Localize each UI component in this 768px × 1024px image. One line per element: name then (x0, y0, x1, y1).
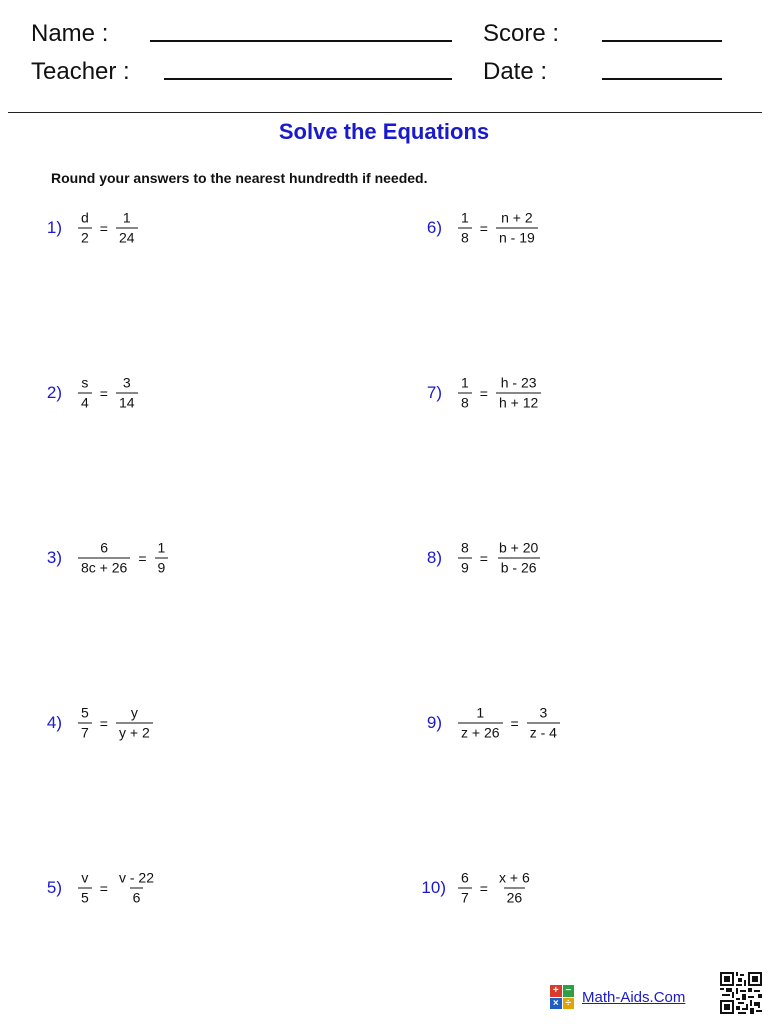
lhs-numerator: 1 (461, 209, 469, 226)
lhs-denominator: 2 (78, 228, 92, 246)
rhs-fraction (496, 376, 541, 411)
problem-1 (40, 208, 340, 248)
rhs-numerator: x + 6 (498, 869, 530, 886)
rhs-denominator: 14 (116, 393, 138, 411)
rhs-numerator: 1 (157, 539, 166, 556)
header-divider (8, 112, 762, 113)
problem-number: 10) (421, 878, 446, 897)
equals-sign: = (99, 220, 108, 236)
worksheet-title: Solve the Equations (278, 119, 490, 144)
equals-sign: = (479, 550, 488, 566)
lhs-fraction (458, 706, 503, 741)
lhs-fraction (78, 376, 92, 411)
rhs-denominator: 24 (116, 228, 138, 246)
logo-divide: ÷ (563, 998, 575, 1010)
score-label: Score : (483, 20, 560, 47)
brand[interactable] (550, 985, 685, 1009)
equation (458, 376, 541, 411)
equals-sign: = (510, 715, 519, 731)
rhs-denominator: 6 (130, 888, 144, 906)
problem-10 (420, 868, 720, 908)
lhs-fraction (78, 211, 92, 246)
rhs-denominator: y + 2 (116, 723, 153, 741)
lhs-numerator: 1 (476, 704, 485, 721)
rhs-denominator: 26 (504, 888, 526, 906)
rhs-numerator: b + 20 (498, 539, 539, 556)
date-line[interactable] (602, 78, 722, 80)
problem-3 (40, 538, 340, 578)
problem-number: 8) (426, 548, 442, 567)
teacher-line[interactable] (164, 78, 452, 80)
rhs-numerator: v - 22 (118, 869, 154, 886)
rhs-fraction (496, 211, 538, 246)
problem-8 (420, 538, 720, 578)
equals-sign: = (99, 880, 108, 896)
lhs-fraction (78, 871, 92, 906)
lhs-denominator: 9 (458, 558, 472, 576)
rhs-fraction (527, 706, 560, 741)
lhs-denominator: 7 (458, 888, 472, 906)
equation (78, 706, 153, 741)
problem-number: 2) (46, 383, 62, 402)
lhs-numerator: v (81, 869, 89, 886)
name-line[interactable] (150, 40, 452, 42)
lhs-numerator: 1 (461, 374, 469, 391)
lhs-numerator: 6 (461, 869, 469, 886)
problem-9 (420, 703, 720, 743)
lhs-numerator: 5 (81, 704, 89, 721)
problem-number: 5) (46, 878, 62, 897)
lhs-denominator: 7 (78, 723, 92, 741)
logo-minus: − (563, 985, 575, 997)
lhs-denominator: z + 26 (458, 723, 503, 741)
rhs-denominator: n - 19 (496, 228, 538, 246)
rhs-fraction (155, 541, 169, 576)
problem-5 (40, 868, 340, 908)
logo-plus: + (550, 985, 562, 997)
equation (458, 541, 541, 576)
problem-number: 3) (46, 548, 62, 567)
equation (458, 211, 538, 246)
lhs-denominator: 8 (458, 393, 472, 411)
qr-code-icon (720, 972, 762, 1014)
rhs-fraction (116, 871, 157, 906)
equation (78, 541, 168, 576)
lhs-fraction (458, 871, 472, 906)
equation (78, 211, 138, 246)
lhs-denominator: 8c + 26 (78, 558, 130, 576)
lhs-fraction (458, 376, 472, 411)
rhs-fraction (116, 211, 138, 246)
rhs-denominator: b - 26 (498, 558, 540, 576)
rhs-fraction (116, 376, 138, 411)
lhs-fraction (458, 541, 472, 576)
lhs-numerator: s (81, 374, 89, 391)
problem-number: 9) (426, 713, 442, 732)
lhs-denominator: 4 (78, 393, 92, 411)
equals-sign: = (99, 715, 108, 731)
equals-sign: = (479, 220, 488, 236)
rhs-numerator: 3 (539, 704, 548, 721)
rhs-denominator: h + 12 (496, 393, 541, 411)
lhs-numerator: d (81, 209, 89, 226)
rhs-numerator: 3 (122, 374, 131, 391)
rhs-numerator: 1 (122, 209, 131, 226)
rhs-fraction (116, 706, 153, 741)
instructions: Round your answers to the nearest hundredth if needed. (51, 170, 428, 186)
lhs-denominator: 8 (458, 228, 472, 246)
lhs-fraction (458, 211, 472, 246)
rhs-fraction (496, 871, 533, 906)
teacher-label: Teacher : (31, 58, 130, 85)
problem-number: 6) (426, 218, 442, 237)
lhs-numerator: 8 (461, 539, 469, 556)
equals-sign: = (479, 385, 488, 401)
equals-sign: = (479, 880, 488, 896)
math-aids-logo-icon (550, 985, 574, 1009)
rhs-numerator: n + 2 (501, 209, 533, 226)
rhs-denominator: z - 4 (527, 723, 560, 741)
lhs-denominator: 5 (78, 888, 92, 906)
equation (78, 376, 138, 411)
rhs-numerator: h - 23 (500, 374, 537, 391)
lhs-fraction (78, 706, 92, 741)
score-line[interactable] (602, 40, 722, 42)
problem-4 (40, 703, 340, 743)
name-label: Name : (31, 20, 109, 47)
lhs-fraction (78, 541, 130, 576)
lhs-numerator: 6 (100, 539, 109, 556)
rhs-fraction (496, 541, 541, 576)
problem-number: 4) (46, 713, 62, 732)
rhs-numerator: y (130, 704, 138, 721)
equation (78, 871, 157, 906)
problem-number: 7) (426, 383, 442, 402)
equation (458, 706, 560, 741)
equation (458, 871, 533, 906)
problem-number: 1) (46, 218, 62, 237)
brand-link[interactable]: Math-Aids.Com (582, 988, 686, 1006)
equals-sign: = (99, 385, 108, 401)
equals-sign: = (138, 550, 147, 566)
problem-2 (40, 373, 340, 413)
problem-7 (420, 373, 720, 413)
rhs-denominator: 9 (155, 558, 169, 576)
problem-6 (420, 208, 720, 248)
date-label: Date : (483, 58, 548, 85)
logo-times: × (550, 998, 562, 1010)
